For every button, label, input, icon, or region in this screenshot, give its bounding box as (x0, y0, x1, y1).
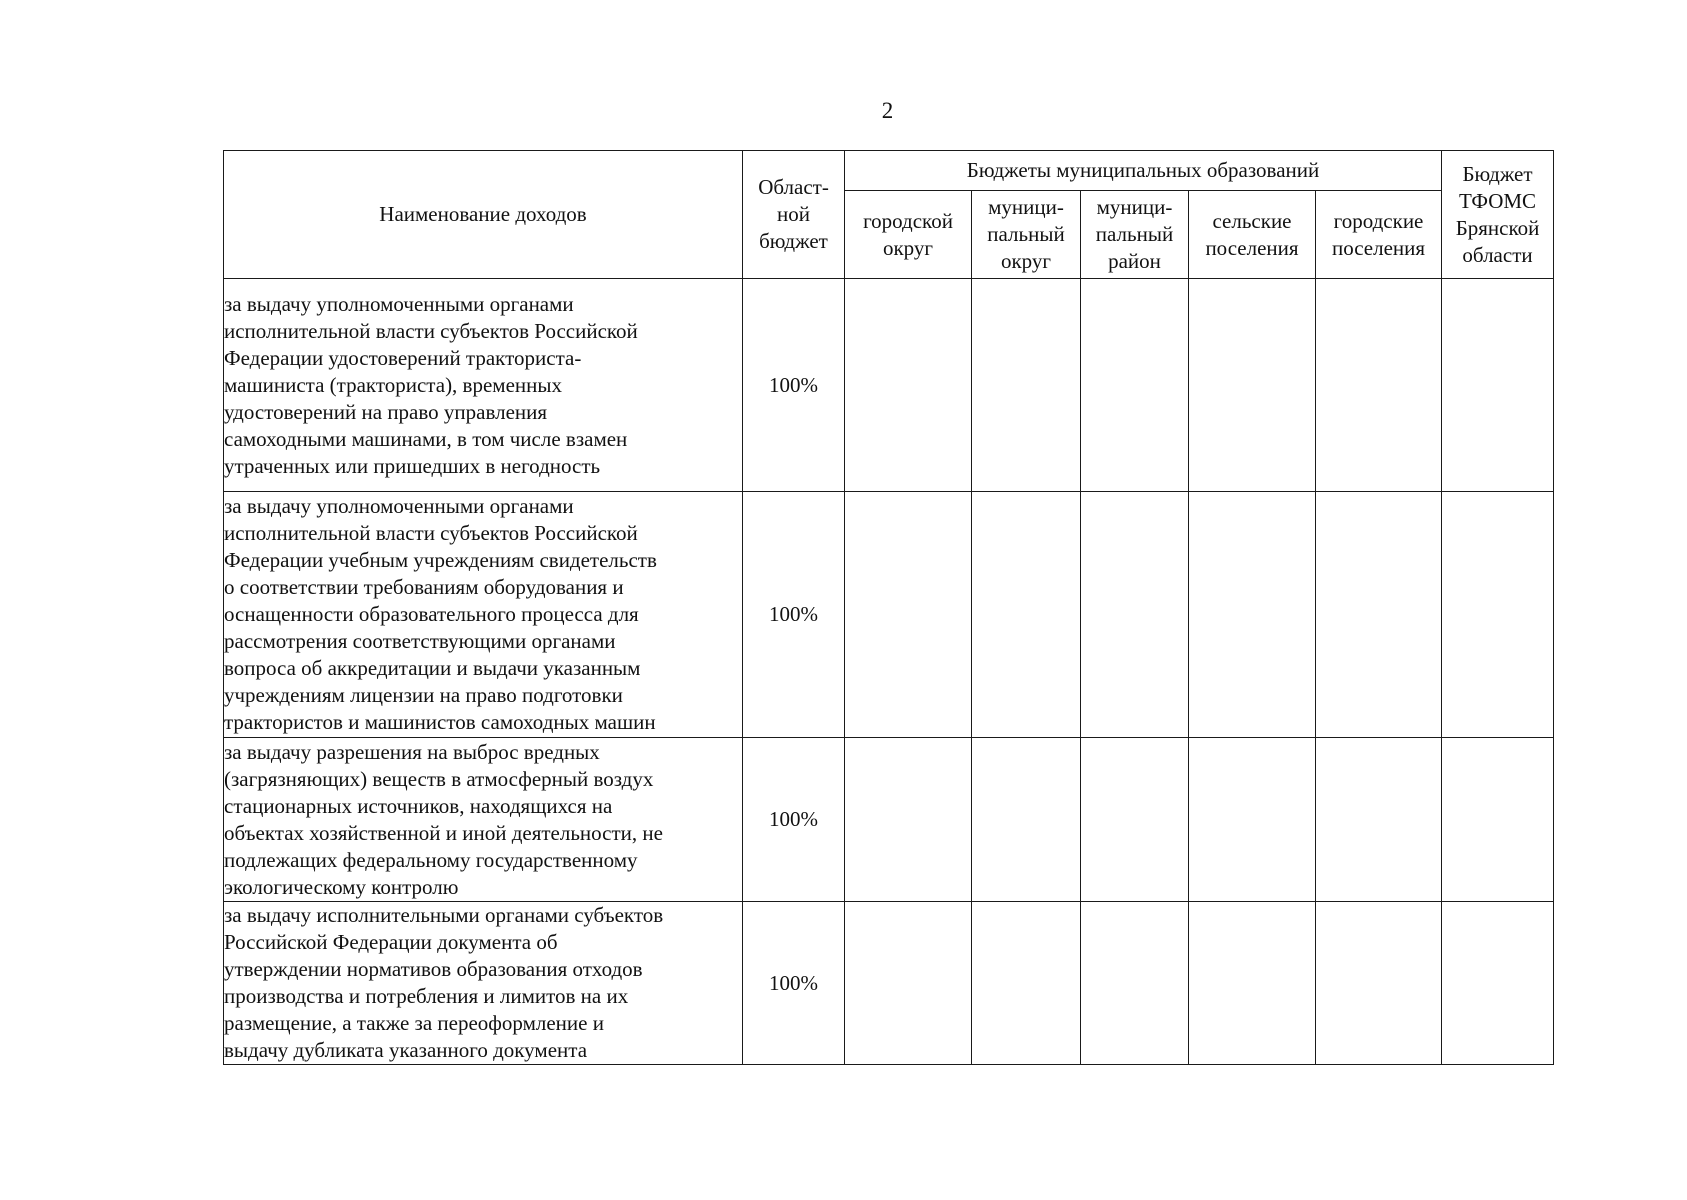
header-line: поселения (1205, 235, 1299, 260)
regional-share-cell: 100% (743, 492, 845, 738)
text-line: подлежащих федеральному государственному (224, 847, 638, 872)
municipal-district-header (972, 191, 1081, 279)
text-line: Федерации удостоверений тракториста- (224, 345, 582, 370)
income-name-cell (224, 738, 743, 902)
tfoms-header-line: Бюджет (1462, 161, 1533, 186)
text-line: производства и потребления и лимитов на их (224, 984, 629, 1008)
header-line: городские (1333, 208, 1424, 233)
empty-cell (1316, 279, 1442, 492)
text-line: Федерации учебным учреждениям свидетельств (224, 548, 657, 572)
empty-cell (845, 279, 972, 492)
text-line: за выдачу разрешения на выброс вредных (224, 739, 600, 764)
regional-share-cell: 100% (743, 738, 845, 902)
regional-share-cell: 100% (743, 279, 845, 492)
text-line: вопроса об аккредитации и выдачи указанным (224, 656, 641, 680)
income-name-cell (224, 902, 743, 1065)
tfoms-budget-header (1442, 151, 1554, 279)
text-line: экологическому контролю (224, 874, 459, 899)
text-line: самоходными машинами, в том числе взамен (224, 426, 628, 451)
empty-cell (1081, 902, 1189, 1065)
text-line: учреждениям лицензии на право подготовки (224, 683, 623, 707)
header-line: поселения (1331, 235, 1426, 260)
text-line: удостоверений на право управления (224, 399, 548, 424)
table-row (224, 279, 1554, 492)
empty-cell (972, 279, 1081, 492)
empty-cell (972, 738, 1081, 902)
empty-cell (845, 492, 972, 738)
empty-cell (1316, 492, 1442, 738)
text-line: за выдачу уполномоченными органами (224, 291, 574, 316)
empty-cell (1189, 738, 1316, 902)
regional-budget-header-line: бюджет (759, 229, 828, 253)
text-line: трактористов и машинистов самоходных машин (224, 710, 656, 734)
header-line: муници- (1096, 195, 1173, 219)
empty-cell (1316, 902, 1442, 1065)
empty-cell (845, 738, 972, 902)
income-name-cell (224, 492, 743, 738)
regional-budget-header-line: Област- (758, 175, 829, 199)
empty-cell (1081, 738, 1189, 902)
empty-cell (1189, 902, 1316, 1065)
header-line: округ (1000, 249, 1052, 273)
income-distribution-table (223, 150, 1554, 1065)
regional-budget-header (743, 151, 845, 279)
text-line: о соответствии требованиям оборудования и (224, 575, 624, 599)
empty-cell (1442, 738, 1554, 902)
text-line: утверждении нормативов образования отходов (224, 957, 643, 981)
tfoms-header-line: области (1462, 242, 1533, 267)
text-line: за выдачу уполномоченными органами (224, 494, 574, 518)
table-header-row (224, 151, 1554, 191)
rural-settlements-header (1189, 191, 1316, 279)
header-line: пальный (1095, 222, 1174, 246)
empty-cell (1189, 492, 1316, 738)
table-row (224, 738, 1554, 902)
municipal-region-header (1081, 191, 1189, 279)
empty-cell (1189, 279, 1316, 492)
text-line: выдачу дубликата указанного документа (224, 1038, 588, 1062)
table-row (224, 902, 1554, 1065)
municipal-budgets-header: Бюджеты муниципальных образований (845, 151, 1442, 191)
header-line: район (1108, 249, 1161, 273)
text-line: рассмотрения соответствующими органами (224, 629, 616, 653)
text-line: стационарных источников, находящихся на (224, 793, 613, 818)
empty-cell (1316, 738, 1442, 902)
text-line: исполнительной власти субъектов Российской (224, 318, 638, 343)
income-name-header: Наименование доходов (224, 151, 743, 279)
header-line: пальный (987, 222, 1065, 246)
regional-budget-header-line: ной (777, 202, 810, 226)
empty-cell (1442, 279, 1554, 492)
header-line: городской (863, 208, 953, 233)
text-line: оснащенности образовательного процесса для (224, 602, 639, 626)
page-number: 2 (881, 98, 894, 123)
empty-cell (972, 492, 1081, 738)
regional-share-cell: 100% (743, 902, 845, 1065)
text-line: объектах хозяйственной и иной деятельности, не (224, 820, 663, 845)
text-line: за выдачу исполнительными органами субъектов (224, 903, 664, 927)
header-line: муници- (988, 195, 1064, 219)
text-line: исполнительной власти субъектов Российской (224, 521, 638, 545)
header-line: округ (882, 235, 934, 260)
empty-cell (845, 902, 972, 1065)
empty-cell (1442, 902, 1554, 1065)
text-line: машиниста (тракториста), временных (224, 372, 562, 397)
empty-cell (1081, 492, 1189, 738)
tfoms-header-line: Брянской (1455, 215, 1540, 240)
text-line: Российской Федерации документа об (224, 930, 558, 954)
text-line: размещение, а также за переоформление и (224, 1011, 604, 1035)
text-line: утраченных или пришедших в негодность (224, 453, 601, 478)
empty-cell (972, 902, 1081, 1065)
empty-cell (1442, 492, 1554, 738)
table-row (224, 492, 1554, 738)
city-district-header (845, 191, 972, 279)
text-line: (загрязняющих) веществ в атмосферный воздух (224, 766, 654, 791)
urban-settlements-header (1316, 191, 1442, 279)
empty-cell (1081, 279, 1189, 492)
tfoms-header-line: ТФОМС (1458, 188, 1537, 213)
header-line: сельские (1212, 208, 1292, 233)
income-name-cell (224, 279, 743, 492)
